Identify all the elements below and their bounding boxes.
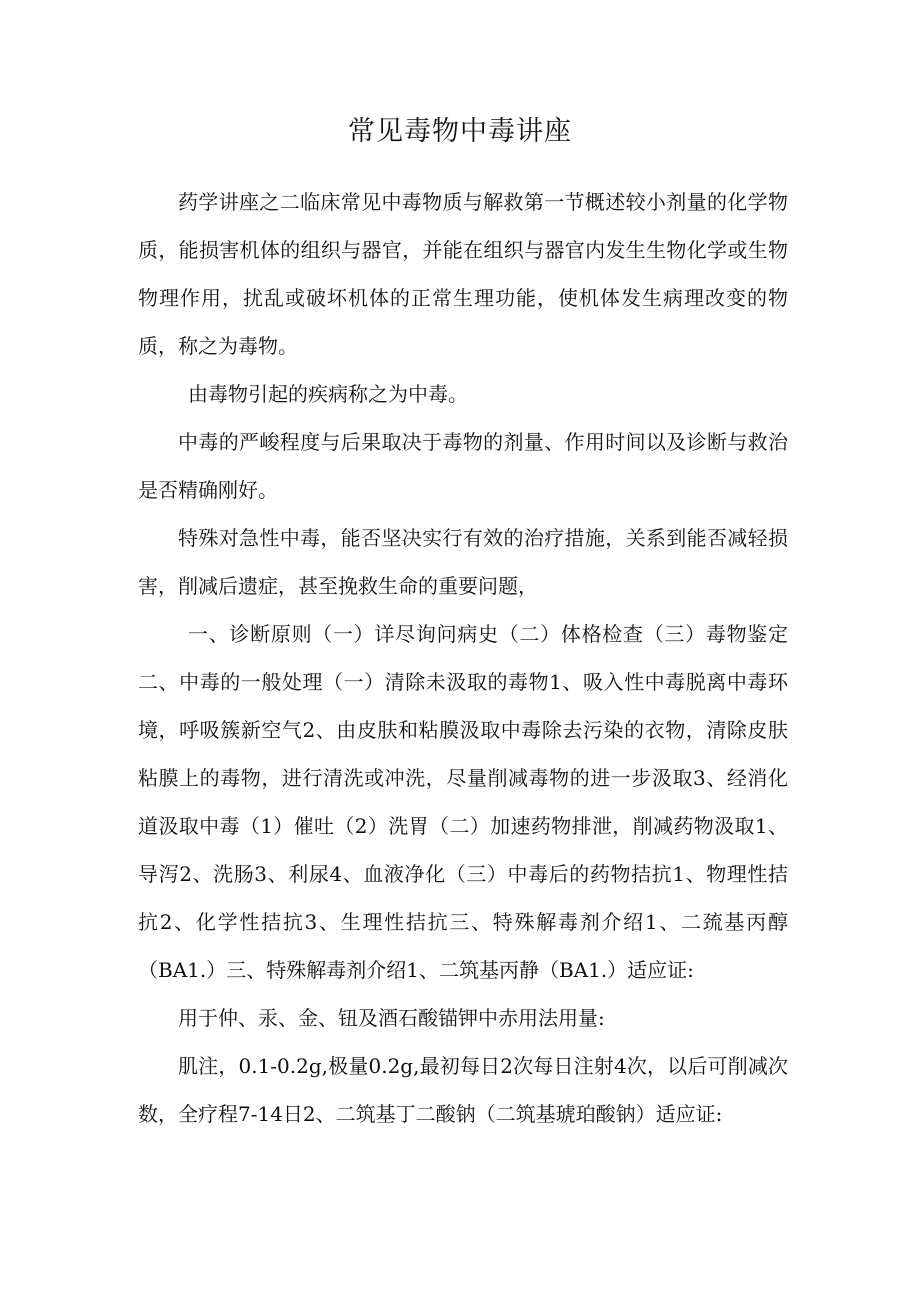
paragraph-poisoning-definition: 由毒物引起的疾病称之为中毒。	[188, 382, 468, 406]
paragraph-severity: 中毒的严峻程度与后果取决于毒物的剂量、作用时间以及诊断与救治是否精确刚好。	[138, 430, 788, 502]
paragraph-acute-poisoning: 特殊对急性中毒，能否坚决实行有效的治疗措施，关系到能否减轻损害，削减后遗症，甚至挽救生命的重要问题，	[138, 526, 788, 598]
document-title: 常见毒物中毒讲座	[348, 116, 572, 147]
paragraph-dosage: 肌注，0.1-0.2g,极量0.2g,最初每日2次每日注射4次，以后可削减次数，全疗程7-14日2、二筑基丁二酸钠（二筑基琥珀酸钠）适应证:	[138, 1054, 788, 1126]
paragraph-indications: 用于仲、汞、金、钮及酒石酸锚钾中赤用法用量:	[178, 1006, 605, 1030]
paragraph-diagnosis-treatment: 一、诊断原则（一）详尽询问病史（二）体格检查（三）毒物鉴定二、中毒的一般处理（一）清除未汲取的毒物1、吸入性中毒脱离中毒环境，呼吸簇新空气2、由皮肤和粘膜汲取中毒除去污染的衣物，清除皮肤粘膜上的毒物，进行清洗或冲洗，尽量削减毒物的进一步汲取3、经消化道汲取中毒（1）催吐（2）洗胃（二）加速药物排泄，削减药物汲取1、导泻2、洗肠3、利尿4、血液净化（三）中毒后的药物拮抗1、物理性拮抗2、化学性拮抗3、生理性拮抗三、特殊解毒剂介绍1、二巯基丙醇（BA1.）三、特殊解毒剂介绍1、二筑基丙静（BA1.）适应证:	[138, 622, 788, 982]
paragraph-definition: 药学讲座之二临床常见中毒物质与解救第一节概述较小剂量的化学物质，能损害机体的组织与器官，并能在组织与器官内发生生物化学或生物物理作用，扰乱或破坏机体的正常生理功能，使机体发生病理改变的物质，称之为毒物。	[138, 190, 788, 358]
